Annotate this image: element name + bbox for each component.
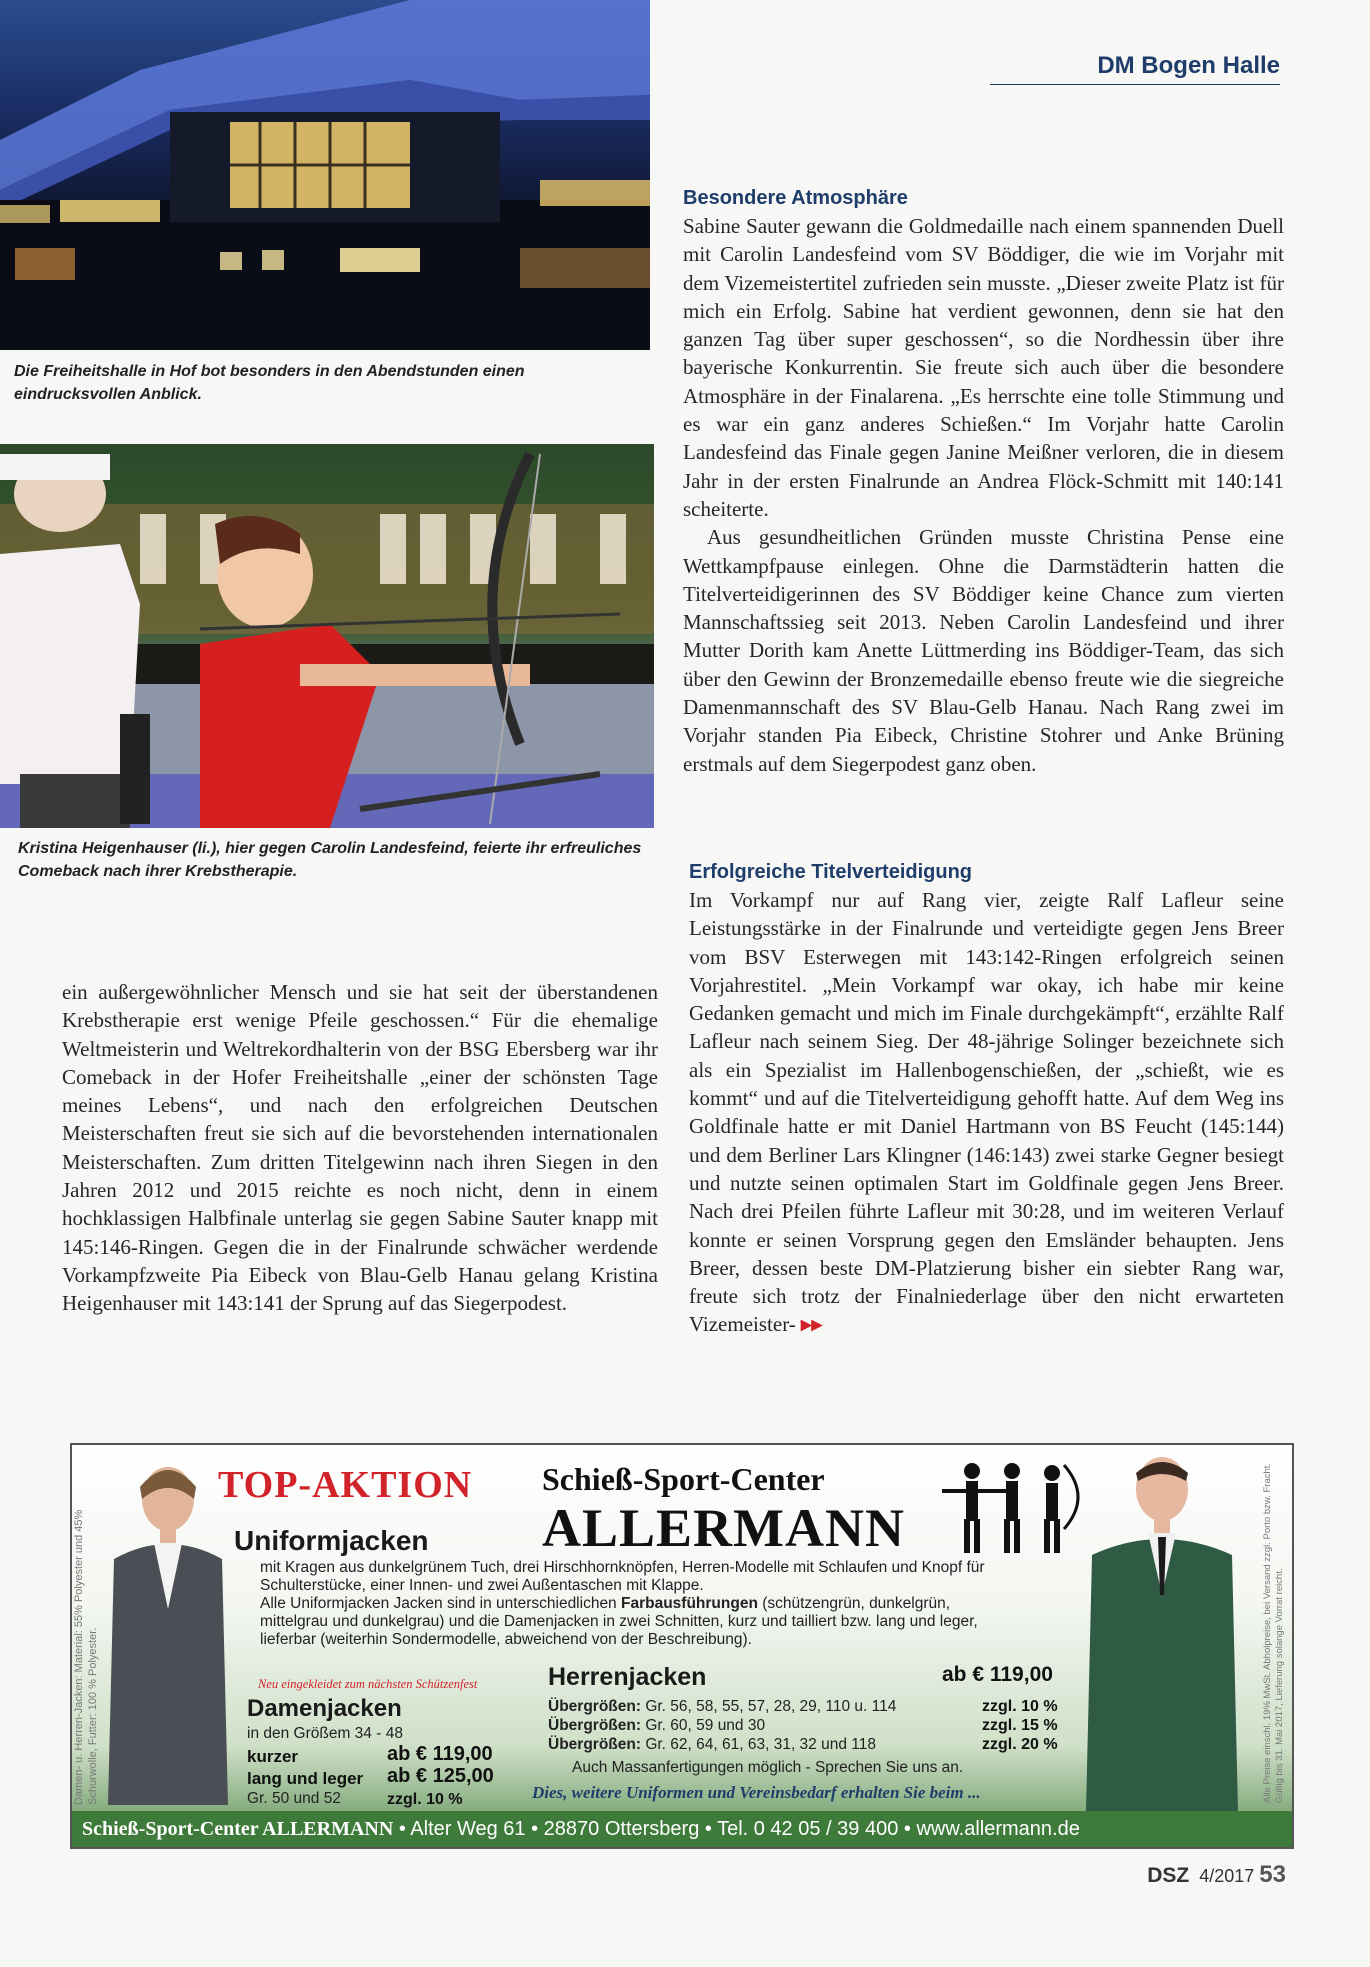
ad-description-2a: Alle Uniformjacken Jacken sind in unterschiedlichen [260, 1595, 621, 1612]
paragraph-1: Sabine Sauter gewann die Goldmedaille nach einem spannenden Duell mit Carolin Landesfeind vom SV Böddiger, die wie im Vorjahr mit dem Vizemeistertitel zufrieden sein musste. „Dieser zweite Platz ist für mich ein Erfolg. Sabine hat verdient gewonnen, denn sie hat den ganzen Tag über super geschossen“, so die Nordhessin über ihre bayerische Konkurrentin. Sie freute sich auch über die besondere Atmosphäre in der Finalarena. „Es herrschte eine tolle Stimmung und es war ein ganz anderes Schießen.“ Im Vorjahr hatte Carolin Landesfeind das Finale gegen Janine Meißner verloren, die in diesem Jahr in der ersten Finalrunde an Andrea Flöck-Schmitt mit 140:141 scheiterte. [683, 214, 1284, 521]
right-column-bottom [689, 858, 1284, 1340]
section-tag: DM Bogen Halle [990, 52, 1280, 85]
massanfertigung-note: Auch Massanfertigungen möglich - Sprechen Sie uns an. [572, 1759, 964, 1776]
kurzer-price-value: ab € 119,00 [387, 1743, 493, 1765]
archers-illustration [0, 444, 654, 828]
paragraph-2: Aus gesundheitlichen Gründen musste Christina Pense eine Wettkampfpause einlegen. Ohne die Darmstädterin hatten die Titelverteidigerinnen des SV Böddiger keine Chance zum vierten Mannschaftssieg seit 2013. Neben Carolin Landesfeind und ihrer Mutter Dorith kam Anette Lüttmerding ins Böddiger-Team, das sich über den Gewinn der Bronzemedaille ebenso freute wie die siegreiche Damenmannschaft des SV Blau-Gelb Hanau. Nach Rang zwei im Vorjahr standen Pia Eibeck, Christine Stohrer und Anke Brüning erstmals auf dem Siegerpodest ganz oben. [683, 525, 1284, 776]
top-aktion-label: TOP-AKTION [218, 1464, 473, 1506]
herrenjacken-heading: Herrenjacken [548, 1663, 707, 1691]
uebergroessen-1 [548, 1697, 896, 1716]
lang-label: lang und leger [247, 1769, 364, 1788]
ad-material-note: Damen- u. Herren-Jacken: Material: 55% Polyester und 45% Schurwolle, Futter: 100 % Polyester. [73, 1509, 99, 1805]
ueber-label-3: Übergrößen: [548, 1736, 641, 1753]
ad-price-note: Alle Preise einschl. 19% MwSt. Abholpreise, bei Versand zzgl. Porto bzw. Fracht. Gültig bis 31. Mai 2017, Lieferung solange Vorrat reicht. [1262, 1462, 1285, 1803]
herren-price: ab € 119,00 [942, 1663, 1053, 1686]
left-column [62, 978, 658, 1318]
ad-brand-line2: ALLERMANN [542, 1498, 906, 1558]
allermann-advertisement [70, 1443, 1294, 1849]
ueber-label-2: Übergrößen: [548, 1717, 641, 1734]
magazine-name: DSZ [1147, 1864, 1190, 1887]
ad-description-2 [260, 1595, 1020, 1649]
man-model-image [1082, 1445, 1242, 1811]
footer-contact: • Alter Weg 61 • 28870 Ottersberg • Tel. 0 42 05 / 39 400 • www.allermann.de [393, 1818, 1080, 1840]
damen-sizes: in den Größem 34 - 48 [247, 1725, 403, 1742]
paragraph-3-text: Im Vorkampf nur auf Rang vier, zeigte Ralf Lafleur seine Leistungsstärke in der Finalrunde und verteidigte gegen Jens Breer vom BSV Esterwegen mit 143:142-Ringen erfolgreich seinen Vorjahrestitel. „Mein Vorkampf war okay, ich habe mir keine Gedanken gemacht und mich im Finale durchgekämpft“, erzählte Ralf Lafleur nach seinem Sieg. Der 48-jährige Solinger bezeichnete sich als ein Spezialist im Hallenbogenschießen, der „schießt, wie es kommt“ und auf die Titelverteidigung gehofft hatte. Auf dem Weg ins Goldfinale hatte er mit Daniel Hartmann von BS Feucht (145:144) und dem Berliner Lars Klingner (146:143) zwei starke Gegner besiegt und nutzte seinen optimalen Start im Goldfinale gegen Jens Breer. Nach drei Pfeilen führte Lafleur mit 30:28, und im weiteren Verlauf konnte er seinen Vorsprung gegen den Emsländer behaupten. Jens Breer, dessen beste DM-Platzierung bisher ein siebter Rang war, freute sich trotz der Finalniederlage über den nicht erwarteten Vizemeister- [689, 888, 1284, 1337]
ueber-sizes-1: Gr. 56, 58, 55, 57, 28, 29, 110 u. 114 [645, 1698, 897, 1715]
kurzer-label: kurzer [247, 1747, 299, 1766]
ad-description-2b: Farbausführungen [621, 1595, 758, 1612]
heading-besondere-atmosphaere: Besondere Atmosphäre [683, 187, 908, 209]
ad-description-2c: (schützengrün, dunkelgrün, mittelgrau und dunkelgrau) und die Damenjacken in zwei Schnitten, kurz und tailliert bzw. lang und leger, lieferbar (weiterhin Sondermodelle, abweichend von der Beschreibung). [260, 1595, 978, 1648]
uniformjacken-heading: Uniformjacken [234, 1525, 429, 1556]
lang-price-value: ab € 125,00 [387, 1765, 494, 1787]
ad-tagline: Dies, weitere Uniformen und Vereinsbedarf erhalten Sie beim ... [532, 1783, 981, 1802]
continue-arrow-icon: ▸▸ [801, 1313, 823, 1337]
left-column-paragraph: ein außergewöhnlicher Mensch und sie hat seit der überstandenen Krebstherapie erst wenige Pfeile geschossen.“ Für die ehemalige Weltmeisterin und Weltrekordhalterin von der BSG Ebersberg war ihr Comeback in der Hofer Freiheitshalle „einer der schönsten Tage meines Lebens“, und nach den erfolgreichen Deutschen Meisterschaften freut sie sich auf die bevorstehenden internationalen Meisterschaften. Zum dritten Titelgewinn nach ihren Siegen in den Jahren 2012 und 2015 reichte es noch nicht, denn in einem hochklassigen Halbfinale unterlag sie gegen Sabine Sauter knapp mit 145:146-Ringen. Gegen die in der Finalrunde schwächer werdende Vorkampfzweite Pia Eibeck von Blau-Gelb Hanau gelang Kristina Heigenhauser mit 143:141 der Sprung auf das Siegerpodest. [62, 980, 658, 1316]
gr-50-52: Gr. 50 und 52 [247, 1790, 341, 1807]
uebergroessen-2 [548, 1716, 765, 1735]
right-column-top [683, 184, 1284, 778]
freiheitshalle-photo [0, 0, 650, 350]
building-illustration [0, 0, 650, 350]
ueber-sizes-3: Gr. 62, 64, 61, 63, 31, 32 und 118 [645, 1736, 876, 1753]
ad-description-1: mit Kragen aus dunkelgrünem Tuch, drei Hirschhornknöpfen, Herren-Modelle mit Schlaufen und Knopf für Schulterstücke, einer Innen- und zwei Außentaschen mit Klappe. [260, 1559, 985, 1594]
gr-50-52-surcharge: zzgl. 10 % [387, 1791, 463, 1808]
archers-photo [0, 444, 654, 828]
issue-number: 4/2017 [1199, 1866, 1255, 1886]
woman-model-image [102, 1459, 232, 1805]
surcharge-1: zzgl. 10 % [982, 1698, 1058, 1715]
surcharge-2: zzgl. 15 % [982, 1717, 1058, 1734]
ad-description [260, 1559, 1020, 1649]
ad-brand-line1: Schieß-Sport-Center [542, 1461, 825, 1497]
archer-pictogram-icon [942, 1457, 1092, 1557]
heading-erfolgreiche-titelverteidigung: Erfolgreiche Titelverteidigung [689, 861, 973, 883]
photo1-caption: Die Freiheitshalle in Hof bot besonders in den Abendstunden einen eindrucksvollen Anblick. [14, 363, 525, 403]
photo2-caption: Kristina Heigenhauser (li.), hier gegen Carolin Landesfeind, feierte ihr erfreuliches Comeback nach ihrer Krebstherapie. [18, 840, 642, 880]
ueber-label-1: Übergrößen: [548, 1698, 641, 1715]
paragraph-3 [689, 886, 1284, 1340]
uebergroessen-3 [548, 1735, 876, 1754]
lang-price [387, 1765, 494, 1788]
ueber-sizes-2: Gr. 60, 59 und 30 [645, 1717, 766, 1734]
surcharge-3: zzgl. 20 % [982, 1736, 1058, 1753]
page-number: 53 [1259, 1861, 1286, 1888]
page-folio [1147, 1861, 1286, 1889]
ad-footer-bar [72, 1811, 1292, 1847]
ad-slogan: Neu eingekleidet zum nächsten Schützenfest [258, 1677, 478, 1691]
damenjacken-heading: Damenjacken [247, 1695, 402, 1722]
kurzer-price [387, 1743, 493, 1766]
footer-brand: Schieß-Sport-Center ALLERMANN [82, 1818, 394, 1840]
